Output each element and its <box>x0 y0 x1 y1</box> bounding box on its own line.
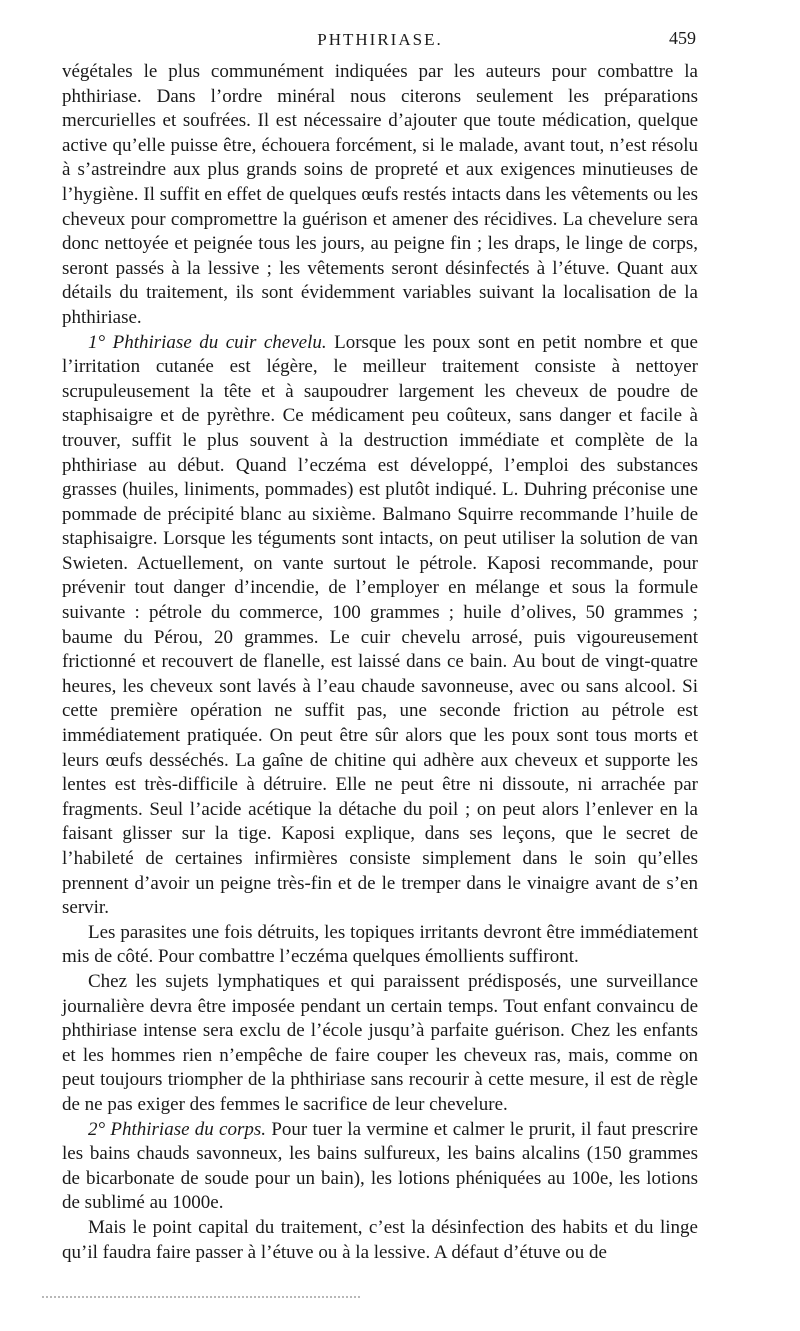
paragraph-intro: végétales le plus communément indiquées par les auteurs pour combattre la phthiriase. Dans l’ordre minéral nous citerons seulement les préparations mercurielles et soufrées. Il est nécessaire d’ajouter que toute médication, quelque active qu’elle puisse être, échouera forcément, si le malade, avant tout, n’est résolu à s’astreindre aux plus grands soins de propreté et aux exigences minutieuses de l’hygiène. Il suffit en effet de quelques œufs restés intacts dans les vêtements ou les cheveux pour compromettre la guérison et amener des récidives. La chevelure sera donc nettoyée et peignée tous les jours, au peigne fin ; les draps, le linge de corps, seront passés à la lessive ; les vêtements seront désinfectés à l’étuve. Quant aux détails du traitement, ils sont évidemment variables suivant la localisation de la phthiriase. <box>62 61 698 328</box>
section-heading-scalp: 1° Phthiriase du cuir chevelu. <box>88 331 327 353</box>
paragraph-prevention: Chez les sujets lymphatiques et qui paraissent prédisposés, une surveillance journalière devra être imposée pendant un certain temps. Tout enfant convaincu de phthiriase intense sera exclu de l’école jusqu’à parfaite guérison. Chez les enfants et les hommes rien n’empêche de faire couper les cheveux ras, mais, comme on peut toujours triompher de la phthiriase sans recourir à cette mesure, il est de règle de ne pas exiger des femmes le sacrifice de leur chevelure. <box>62 970 698 1115</box>
document-page <box>62 26 698 1265</box>
paragraph-parasites: Les parasites une fois détruits, les topiques irritants devront être immédiatement mis de côté. Pour combattre l’eczéma quelques émollients suffiront. <box>62 921 698 968</box>
paragraph-body: 2° Phthiriase du corps. Pour tuer la vermine et calmer le prurit, il faut prescrire les bains chauds savonneux, les bains sulfureux, les bains alcalins (150 grammes de bicarbonate de soude pour un bain), les lotions phéniquées au 100e, les lotions de sublimé au 1000e. <box>62 1118 699 1214</box>
section-heading-body: 2° Phthiriase du corps. <box>88 1118 267 1140</box>
page-number: 459 <box>669 28 696 48</box>
paragraph-disinfection: Mais le point capital du traitement, c’est la désinfection des habits et du linge qu’il faudra faire passer à l’étuve ou à la lessive. A défaut d’étuve ou de <box>62 1216 698 1263</box>
running-head <box>62 26 698 60</box>
footer-rule <box>42 1296 360 1298</box>
paragraph-scalp: 1° Phthiriase du cuir chevelu. Lorsque les poux sont en petit nombre et que l’irritation cutanée est légère, le meilleur traitement consiste à nettoyer scrupuleusement la tête et à saupoudrer largement les cheveux de poudre de staphisaigre et de pyrèthre. Ce médicament peu coûteux, sans danger et facile à trouver, suffit le plus souvent à la destruction immédiate et complète de la phthiriase au début. Quand l’eczéma est développé, l’emploi des substances grasses (huiles, liniments, pommades) est plutôt indiqué. L. Duhring préconise une pommade de précipité blanc au sixième. Balmano Squirre recommande l’huile de staphisaigre. Lorsque les téguments sont intacts, on peut utiliser la solution de van Swieten. Actuellement, on vante surtout le pétrole. Kaposi recommande, pour prévenir tout danger d’incendie, de l’employer en mélange et sous la formule suivante : pétrole du commerce, 100 grammes ; huile d’olives, 50 grammes ; baume du Pérou, 20 grammes. Le cuir chevelu arrosé, puis vigoureusement frictionné et recouvert de flanelle, est laissé dans ce bain. Au bout de vingt-quatre heures, les cheveux sont lavés à l’eau chaude savonneuse, avec ou sans alcool. Si cette première opération ne suffit pas, une seconde friction au pétrole est immédiatement pratiquée. On peut être sûr alors que les poux sont tous morts et leurs œufs desséchés. La gaîne de chitine qui adhère aux cheveux et supporte les lentes est très-difficile à détruire. Elle ne peut être ni dissoute, ni arrachée par fragments. Seul l’acide acétique la détache du poil ; on peut alors l’enlever en la faisant glisser sur la tige. Kaposi explique, dans ses leçons, que le secret de l’habileté de certaines infirmières consiste simplement dans le soin qu’elles prennent d’avoir un peigne très-fin et de le tremper dans le vinaigre avant de s’en servir. <box>62 331 698 919</box>
running-title: PHTHIRIASE. <box>317 30 443 49</box>
body-text <box>62 60 698 1265</box>
